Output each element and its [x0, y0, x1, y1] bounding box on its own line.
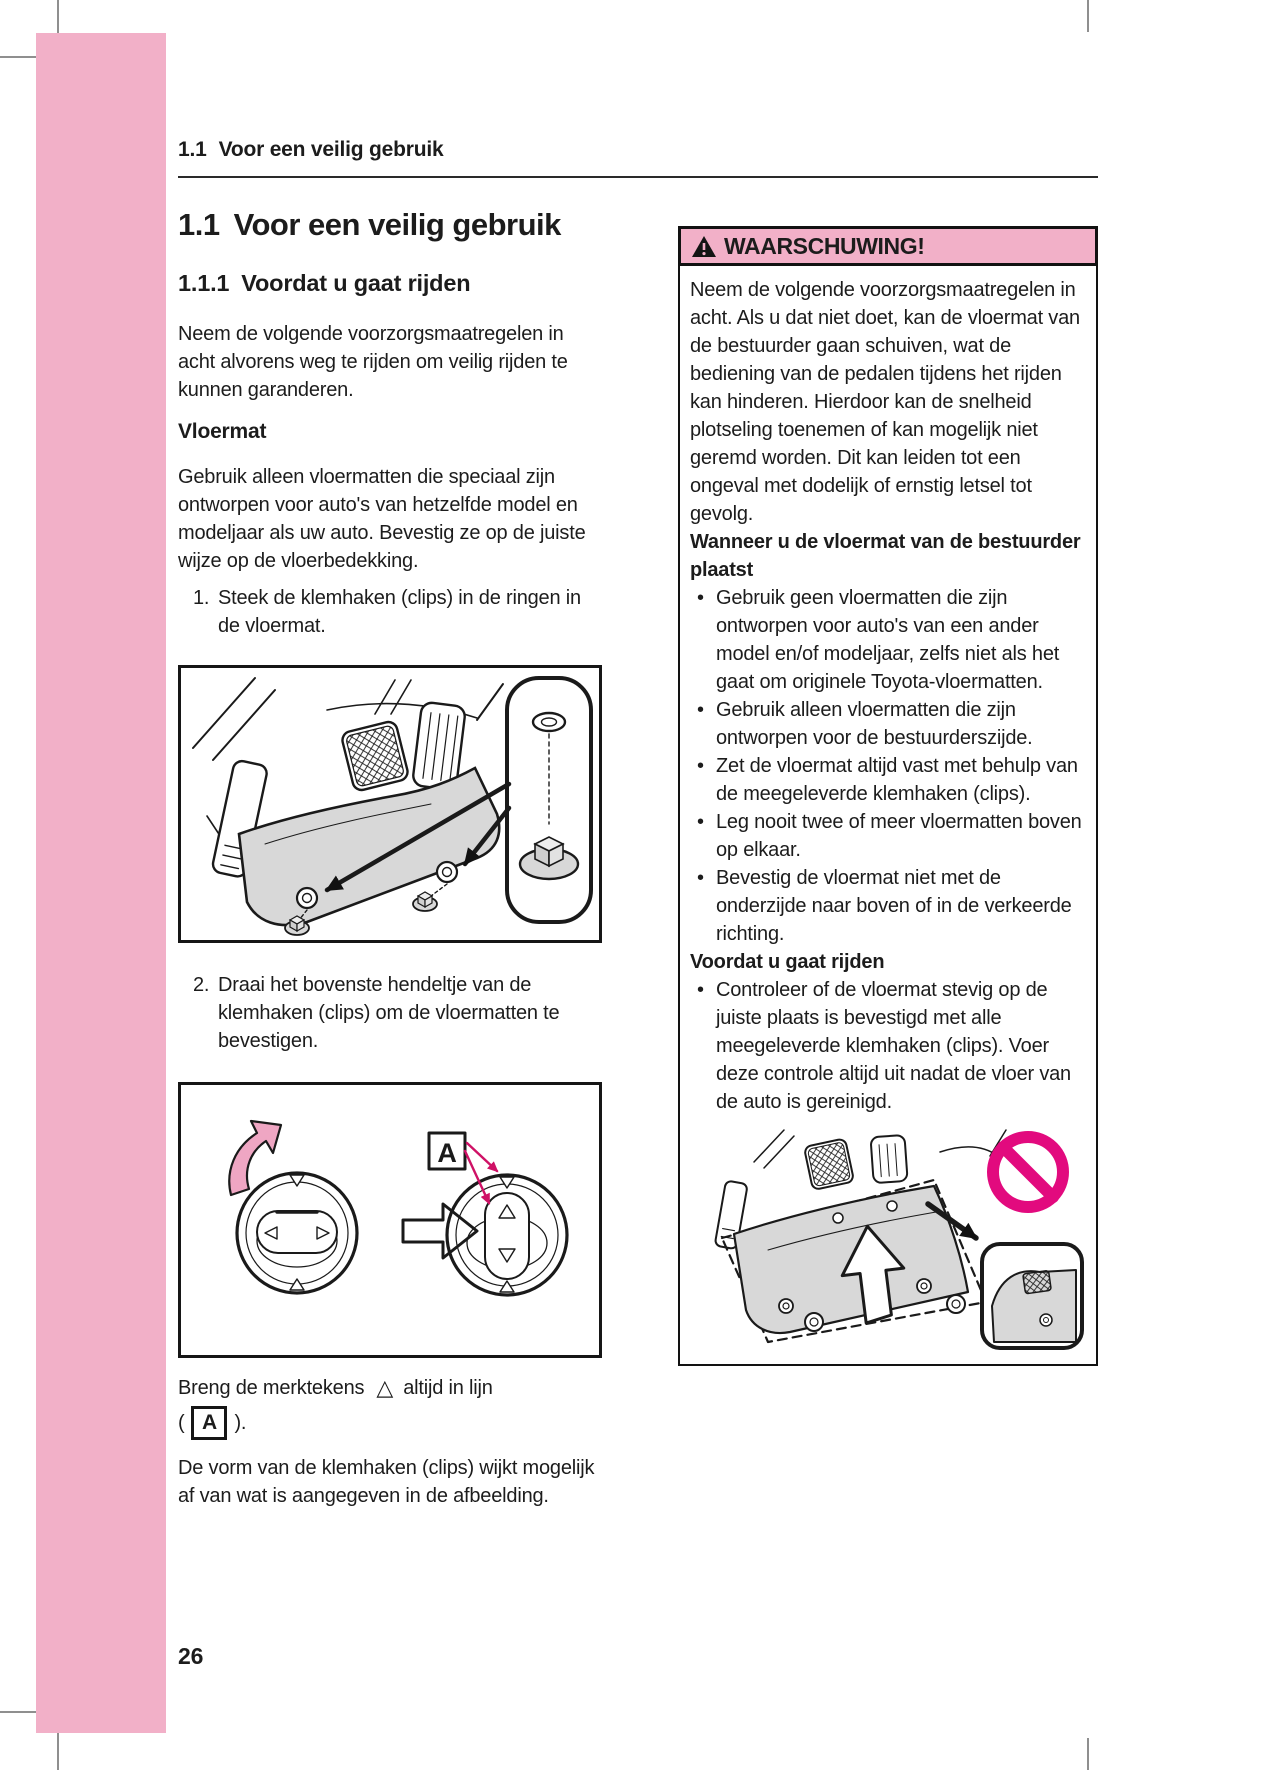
warning-bullet: • Leg nooit twee of meer vloermatten boven op elkaar. — [690, 808, 1086, 864]
crop-mark — [1087, 1738, 1089, 1770]
rotation-arrow-icon — [229, 1121, 281, 1195]
block-arrow-icon — [403, 1204, 477, 1258]
clip-before — [237, 1173, 357, 1293]
step-2 — [178, 971, 602, 1055]
section-title-text: Voor een veilig gebruik — [233, 207, 561, 242]
running-header — [178, 138, 1098, 178]
warning-icon — [691, 235, 717, 258]
warning-bullet: • Gebruik geen vloermatten die zijn ontworpen voor auto's van een ander model en/of modeljaar, zelfs niet als het gaat om originele Toyota-vloermatten. — [690, 584, 1086, 696]
shape-note: De vorm van de klemhaken (clips) wijkt mogelijk af van wat is aangegeven in de afbeelding. — [178, 1457, 595, 1507]
prohibition-icon — [993, 1137, 1063, 1207]
vloermat-heading: Vloermat — [178, 420, 267, 443]
main-column — [178, 200, 602, 1530]
subsection-title-number: 1.1.1 — [178, 270, 230, 296]
warning-title: WAARSCHUWING! — [724, 232, 925, 259]
warning-bullets-placing — [690, 584, 1086, 948]
mat-orientation-illustration — [690, 1122, 1088, 1354]
align-note-pre: Breng de merktekens — [178, 1377, 365, 1399]
warning-bullet: • Controleer of de vloermat stevig op de juiste plaats is bevestigd met alle meegeleverde klemhaken (clips). Voer deze controle altijd uit nadat de vloer van de auto is gereinigd. — [690, 976, 1086, 1116]
warning-bullets-driving — [690, 976, 1086, 1116]
align-note-line2 — [178, 1406, 602, 1440]
section-title — [178, 206, 602, 244]
brake-pedal — [871, 1135, 908, 1183]
warning-intro: Neem de volgende voorzorgsmaatregelen in acht. Als u dat niet doet, kan de vloermat van de bestuurder gaan schuiven, wat de bediening van de pedalen tijdens het rijden kan hinderen. Hierdoor kan de snelheid plotseling toenemen of kan mogelijk niet geremd worden. Dit kan leiden tot een ongeval met dodelijk of ernstig letsel tot gevolg. — [690, 279, 1080, 525]
subsection-title — [178, 268, 602, 298]
floor-mat — [239, 768, 499, 925]
warning-header — [678, 226, 1098, 266]
mat-ring-right — [437, 862, 457, 882]
figure-mat-orientation — [690, 1122, 1088, 1354]
section-title-number: 1.1 — [178, 207, 220, 242]
figure-clip-installation — [178, 665, 602, 943]
align-note-line1 — [178, 1374, 602, 1402]
align-note — [178, 1374, 602, 1440]
footwell-mat-illustration — [181, 668, 599, 940]
figure-clip-rotation — [178, 1082, 602, 1358]
paren-open: ( — [178, 1412, 185, 1434]
warning-bullet: • Gebruik alleen vloermatten die zijn ontworpen voor de bestuurderszijde. — [690, 696, 1086, 752]
warning-subheading-driving: Voordat u gaat rijden — [690, 951, 885, 973]
running-header-number: 1.1 — [178, 138, 207, 161]
warning-bullet: • Bevestig de vloermat niet met de onderzijde naar boven of in de verkeerde richting. — [690, 864, 1086, 948]
callout-detail — [982, 1244, 1082, 1348]
floor-clip-right — [413, 892, 437, 911]
callout-pill — [507, 678, 591, 922]
align-note-post: altijd in lijn — [403, 1377, 493, 1399]
step-1 — [178, 584, 602, 640]
chapter-sidebar — [36, 33, 166, 1733]
paren-close: ). — [234, 1412, 247, 1434]
vloermat-paragraph: Gebruik alleen vloermatten die speciaal zijn ontworpen voor auto's van hetzelfde model en modeljaar als uw auto. Bevestig ze op de juiste wijze op de vloerbedekking. — [178, 466, 586, 572]
accelerator-pedal — [804, 1138, 854, 1190]
warning-box — [678, 226, 1098, 1366]
step-1-number: 1. — [193, 587, 210, 609]
step-2-text: Draai het bovenste hendeltje van de klemhaken (clips) om de vloermatten te bevestigen. — [218, 974, 560, 1052]
a-label-box: A — [191, 1406, 227, 1440]
intro-paragraph: Neem de volgende voorzorgsmaatregelen in acht alvorens weg te rijden om veilig rijden te kunnen garanderen. — [178, 323, 568, 401]
subsection-title-text: Voordat u gaat rijden — [241, 270, 471, 296]
step-2-number: 2. — [193, 974, 210, 996]
warning-subheading-placing: Wanneer u de vloermat van de bestuurder plaatst — [690, 531, 1081, 581]
warning-bullet: • Zet de vloermat altijd vast met behulp van de meegeleverde klemhaken (clips). — [690, 752, 1086, 808]
page-number: 26 — [178, 1643, 204, 1669]
step-1-text: Steek de klemhaken (clips) in de ringen in de vloermat. — [218, 587, 581, 637]
figure-a-label: A — [437, 1138, 457, 1168]
warning-body — [678, 266, 1098, 1366]
triangle-mark-symbol: △ — [376, 1375, 394, 1400]
running-header-title: Voor een veilig gebruik — [218, 138, 444, 161]
clip-rotation-illustration — [181, 1085, 599, 1355]
accelerator-pedal — [341, 720, 410, 792]
crop-mark — [1087, 0, 1089, 32]
mat-ring-left — [297, 888, 317, 908]
